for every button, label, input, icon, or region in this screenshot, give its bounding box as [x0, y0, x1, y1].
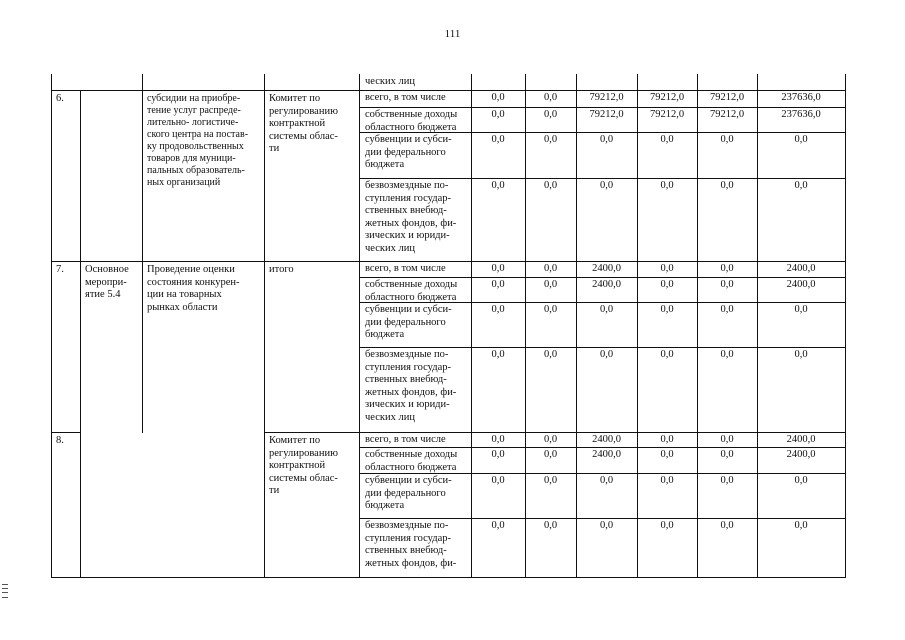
amount-cell: 2400,0: [786, 449, 816, 460]
funding-source: собственные доходы областного бюджета: [365, 109, 458, 133]
row-divider: [359, 347, 846, 348]
executor-cell: Комитет по регулированию контрактной системы облас- ти: [269, 93, 338, 154]
amount-cell: 0,0: [794, 134, 808, 145]
amount-cell: 0,0: [491, 475, 505, 486]
row-divider: [359, 518, 846, 519]
funding-source: собственные доходы областного бюджета: [365, 449, 458, 473]
amount-cell: 79212,0: [649, 109, 685, 120]
amount-cell: 2400,0: [786, 434, 816, 445]
amount-cell: 2400,0: [592, 434, 621, 445]
row-number: 8.: [56, 435, 64, 446]
executor-cell: итого: [269, 264, 294, 275]
table-vline: [80, 90, 81, 578]
amount-cell: 0,0: [491, 349, 505, 360]
amount-cell: 0,0: [599, 520, 614, 531]
section-divider: [51, 432, 81, 433]
amount-cell: 2400,0: [786, 279, 816, 290]
amount-cell: 0,0: [599, 180, 614, 191]
table-vline: [757, 90, 758, 578]
table-left-border: [51, 90, 52, 578]
table-hline: [51, 90, 846, 91]
amount-cell: 0,0: [794, 520, 808, 531]
name-cell: Проведение оценки состояния конкурен- ции на товарных рынках области: [147, 264, 240, 313]
row-divider: [359, 107, 846, 108]
amount-cell: 0,0: [720, 475, 734, 486]
funding-source: всего, в том числе: [365, 92, 446, 103]
amount-cell: 0,0: [543, 449, 558, 460]
amount-cell: 0,0: [543, 92, 558, 103]
amount-cell: 0,0: [543, 304, 558, 315]
amount-cell: 0,0: [491, 279, 505, 290]
funding-source: безвозмездные по- ступления государ- ственных внебюд- жетных фондов, фи- зических и юриди- ческих лиц: [365, 349, 457, 423]
amount-cell: 0,0: [794, 475, 808, 486]
amount-cell: 0,0: [660, 304, 674, 315]
executor-cell: Комитет по регулированию контрактной системы облас- ти: [269, 435, 338, 496]
amount-cell: 0,0: [543, 279, 558, 290]
table-vline: [51, 74, 52, 91]
amount-cell: 79212,0: [709, 109, 745, 120]
table-vline: [697, 90, 698, 578]
table-vline: [845, 74, 846, 91]
table-vline: [264, 90, 265, 578]
amount-cell: 0,0: [491, 449, 505, 460]
amount-cell: 0,0: [660, 263, 674, 274]
table-vline: [359, 90, 360, 578]
amount-cell: 0,0: [720, 134, 734, 145]
amount-cell: 237636,0: [781, 109, 821, 120]
row-number: 6.: [56, 93, 64, 104]
table-vline: [845, 90, 846, 578]
funding-source: субвенции и субси- дии федерального бюджета: [365, 475, 452, 511]
amount-cell: 0,0: [660, 279, 674, 290]
table-vline: [142, 74, 143, 91]
amount-cell: 79212,0: [589, 109, 624, 120]
funding-source: собственные доходы областного бюджета: [365, 279, 458, 303]
amount-cell: 0,0: [543, 475, 558, 486]
amount-cell: 0,0: [660, 349, 674, 360]
amount-cell: 0,0: [543, 180, 558, 191]
table-vline: [525, 90, 526, 578]
table-vline: [471, 90, 472, 578]
amount-cell: 0,0: [660, 434, 674, 445]
table-vline: [359, 74, 360, 91]
amount-cell: 0,0: [660, 180, 674, 191]
margin-mark: [2, 584, 8, 585]
table-vline: [525, 74, 526, 91]
amount-cell: 0,0: [794, 304, 808, 315]
row-divider: [359, 447, 846, 448]
table-vline: [637, 90, 638, 578]
section-divider: [264, 432, 846, 433]
table-vline: [637, 74, 638, 91]
margin-mark: [2, 592, 8, 593]
margin-mark: [2, 588, 8, 589]
amount-cell: 0,0: [720, 263, 734, 274]
row-divider: [359, 277, 846, 278]
amount-cell: 0,0: [543, 134, 558, 145]
table-vline: [264, 74, 265, 91]
amount-cell: 0,0: [599, 304, 614, 315]
row-number: 7.: [56, 264, 64, 275]
amount-cell: 0,0: [660, 134, 674, 145]
amount-cell: 0,0: [794, 180, 808, 191]
page-number: 111: [444, 28, 461, 40]
amount-cell: 0,0: [543, 434, 558, 445]
table-vline: [697, 74, 698, 91]
amount-cell: 237636,0: [781, 92, 821, 103]
margin-mark: [2, 597, 8, 598]
amount-cell: 0,0: [491, 134, 505, 145]
amount-cell: 0,0: [720, 279, 734, 290]
amount-cell: 2400,0: [592, 279, 621, 290]
amount-cell: 0,0: [720, 434, 734, 445]
amount-cell: 79212,0: [649, 92, 685, 103]
amount-cell: 0,0: [491, 180, 505, 191]
table-vline: [757, 74, 758, 91]
amount-cell: 0,0: [491, 263, 505, 274]
table-bottom-border: [51, 577, 846, 578]
amount-cell: 0,0: [599, 349, 614, 360]
amount-cell: 0,0: [660, 475, 674, 486]
amount-cell: 0,0: [543, 349, 558, 360]
name-cell: субсидии на приобре- тение услуг распреде- лительно- логистиче- ского центра на постав- ку продовольственных товаров для муници- пальных образователь- ных организаций: [147, 93, 249, 188]
table-vline: [576, 90, 577, 578]
amount-cell: 0,0: [720, 449, 734, 460]
funding-source: всего, в том числе: [365, 434, 446, 445]
funding-source: всего, в том числе: [365, 263, 446, 274]
amount-cell: 0,0: [794, 349, 808, 360]
table-vline: [471, 74, 472, 91]
amount-cell: 0,0: [491, 304, 505, 315]
amount-cell: 79212,0: [709, 92, 745, 103]
amount-cell: 2400,0: [592, 263, 621, 274]
table-vline: [576, 74, 577, 91]
amount-cell: 0,0: [543, 263, 558, 274]
amount-cell: 2400,0: [592, 449, 621, 460]
continuation-text: ческих лиц: [365, 76, 415, 87]
amount-cell: 0,0: [599, 134, 614, 145]
amount-cell: 0,0: [491, 434, 505, 445]
amount-cell: 2400,0: [786, 263, 816, 274]
amount-cell: 0,0: [543, 109, 558, 120]
amount-cell: 0,0: [491, 109, 505, 120]
row-divider: [359, 178, 846, 179]
measure-cell: Основное меропри- ятие 5.4: [85, 264, 129, 300]
amount-cell: 0,0: [720, 304, 734, 315]
amount-cell: 0,0: [720, 349, 734, 360]
amount-cell: 0,0: [720, 180, 734, 191]
amount-cell: 79212,0: [589, 92, 624, 103]
funding-source: субвенции и субси- дии федерального бюджета: [365, 304, 452, 340]
section-divider: [51, 261, 846, 262]
amount-cell: 0,0: [720, 520, 734, 531]
amount-cell: 0,0: [491, 92, 505, 103]
funding-source: безвозмездные по- ступления государ- ственных внебюд- жетных фондов, фи-: [365, 520, 457, 569]
amount-cell: 0,0: [660, 520, 674, 531]
amount-cell: 0,0: [660, 449, 674, 460]
amount-cell: 0,0: [599, 475, 614, 486]
amount-cell: 0,0: [543, 520, 558, 531]
funding-source: безвозмездные по- ступления государ- ственных внебюд- жетных фондов, фи- зических и юриди- ческих лиц: [365, 180, 457, 254]
amount-cell: 0,0: [491, 520, 505, 531]
funding-source: субвенции и субси- дии федерального бюджета: [365, 134, 452, 170]
